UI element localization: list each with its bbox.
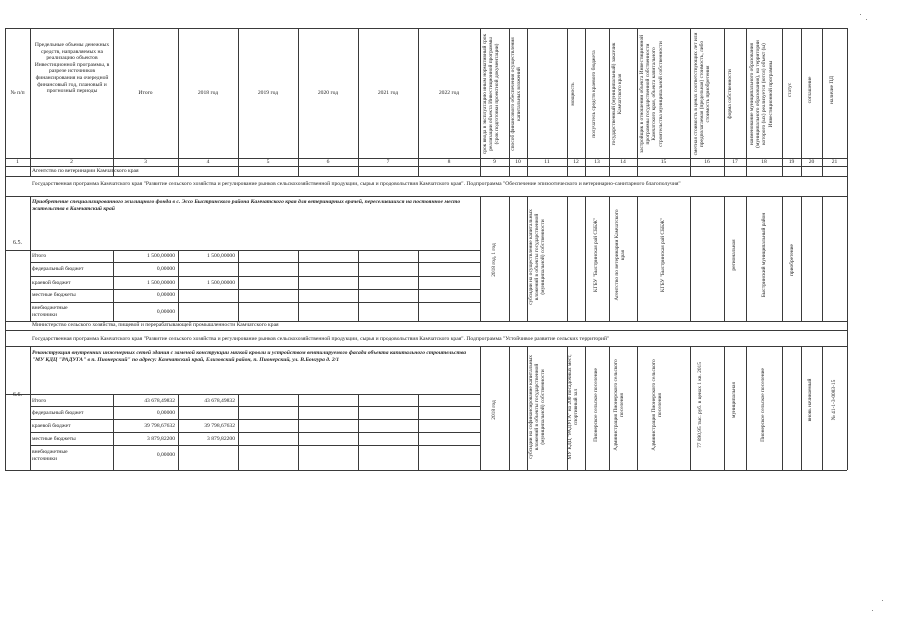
col-line-18 — [782, 28, 783, 176]
col-num-15: 15 — [660, 159, 667, 165]
col-line-13 — [609, 28, 610, 176]
col-num-9: 9 — [493, 159, 496, 165]
s2-capacity: МУ КДЦ "РАДУГА" на 200 посадочных мест, спортивный зал — [567, 354, 580, 460]
s2-developer: Администрация Пионерского сельского поселения — [651, 359, 664, 451]
s1-customer: Агентство по ветеринарии Камчатского края — [614, 209, 627, 301]
s1-col-20 — [822, 196, 823, 321]
s1-col-11 — [567, 196, 568, 321]
scan-speck — [866, 19, 867, 20]
col-num-20: 20 — [808, 159, 815, 165]
col-num-5: 5 — [266, 159, 270, 165]
s1-col-8 — [480, 196, 481, 321]
header-col-recipient: получатель средств краевого бюджета — [591, 50, 597, 138]
program1-line — [5, 196, 847, 197]
s1-col-19 — [801, 196, 802, 321]
header-col-customer: государственный (муниципальный) заказчик Камчатского края — [611, 42, 624, 146]
s2-total-3: 3 879,82200 — [147, 436, 175, 442]
header-col-method: способ финансового обеспечения осуществления капитальных вложений — [510, 37, 523, 151]
section1-row-no: 6.5. — [13, 240, 22, 246]
s2-total-4: 0,00000 — [156, 452, 175, 458]
s2-src-2: краевой бюджет — [32, 423, 71, 429]
s1-method: субсидии на осуществление капитальных вложений в объекты государственной (муниципальной) собственности — [528, 209, 547, 305]
header-year-2020: 2020 год — [317, 90, 339, 96]
s2-col-16 — [724, 346, 725, 470]
s2-ownership: муниципальная — [731, 382, 737, 418]
s1-municipality: Быстринский муниципальный район — [761, 212, 767, 298]
col-line-6 — [358, 28, 359, 176]
r2d — [30, 445, 480, 446]
r2a — [30, 406, 480, 407]
s2-term: 2018 год — [491, 400, 497, 420]
header-col-capacity: мощность — [570, 82, 576, 106]
s1-col-15 — [690, 196, 691, 321]
s2-col-3 — [178, 394, 179, 470]
col-line-8 — [480, 28, 481, 176]
col-num-6: 6 — [326, 159, 330, 165]
s2-col-7 — [418, 394, 419, 470]
col-num-3: 3 — [144, 159, 147, 165]
s2-src-3: местные бюджеты — [32, 436, 76, 442]
section1-agency: Агентство по ветеринарии Камчатского края — [32, 168, 139, 174]
s1-recipient: КГБУ "Быстринская рай СББЖ" — [593, 217, 599, 293]
col-num-21: 21 — [831, 159, 838, 165]
table-border-top — [5, 28, 847, 29]
s1-total-2: 1 500,00000 — [147, 280, 175, 286]
header-col-term: срок ввода в эксплуатацию иным нормативный срок реализации объекта Инвестиционной программы (срок подготовки проектной документации) — [482, 33, 501, 155]
s2-customer: Администрация Пионерского сельского поселения — [613, 359, 626, 451]
section1-program: Государственная программа Камчатского края "Развитие сельского хозяйства и регулирование рынков сельскохозяйственной продукции, сырья и продовольствия Камчатского края". Подпрограмма "Обеспечение эпизоотического и ветеринарно-санитарного благополучия" — [32, 181, 681, 187]
s2-y2018-0: 43 678,49832 — [204, 398, 235, 404]
col-num-11: 11 — [544, 159, 550, 165]
s2-col-6 — [358, 394, 359, 470]
header-year-2019: 2019 год — [257, 90, 279, 96]
s1-status: приобретение — [789, 244, 795, 276]
header-col-cost: сметная стоимость в ценах соответствующих лет или предполагаемая (предельная) стоимость, либо стоимость приобретения — [693, 32, 712, 156]
header-col-total: Итого — [138, 90, 153, 96]
s1-col-13 — [609, 196, 610, 321]
s2-y2018-2: 39 798,67632 — [204, 423, 235, 429]
s2-col-1 — [30, 346, 31, 470]
s2-col-14 — [637, 346, 638, 470]
col-num-17: 17 — [732, 159, 738, 165]
s2-col-4 — [238, 394, 239, 470]
s2-col-19 — [801, 346, 802, 470]
s2-total-2: 39 798,67632 — [144, 423, 175, 429]
s1-ownership: региональная — [731, 239, 737, 271]
s2-municipality: Пионерское сельское поселение — [760, 368, 766, 442]
header-year-2021: 2021 год — [377, 90, 399, 96]
s1-developer: КГБУ "Быстринская рай СББЖ" — [660, 217, 666, 293]
col-num-13: 13 — [594, 159, 600, 165]
col-num-19: 19 — [788, 159, 795, 165]
r2b — [30, 419, 480, 420]
s2-recipient: Пионерское сельское поселение — [593, 368, 599, 442]
col-line-2 — [113, 28, 114, 176]
col-num-1: 1 — [16, 159, 19, 165]
col-num-2: 2 — [70, 159, 73, 165]
section2-row-no: 6.6. — [13, 392, 22, 398]
r1d — [30, 302, 480, 303]
s1-col-18 — [782, 196, 783, 321]
header-col-limits: Предельные объемы денежных средств, направляемых на реализацию объектов Инвестиционной программы, в разрезе источников финансирования на очередной финансовый год, плановый и прогнозный периоды — [34, 42, 110, 95]
header-col-municipality: наименование муниципального образования (муниципального образования), на территории которого (ых) реализуется (ются) объект (ы) Инвестиционной программы — [749, 40, 774, 148]
s2-y2018-3: 3 879,82200 — [207, 436, 235, 442]
numbers-row-line — [5, 166, 847, 167]
s2-col-8 — [480, 346, 481, 470]
s2-col-17 — [746, 346, 747, 470]
col-line-20 — [822, 28, 823, 176]
col-num-4: 4 — [206, 159, 210, 165]
table-border-bottom — [5, 470, 847, 471]
col-line-15 — [690, 28, 691, 176]
s1-total-3: 0,00000 — [156, 292, 175, 298]
header-col-developer: застройщик в отношении объекта Инвестиционной программы государственной собственности Камчатского края, объекта капитального строительства муниципальной собственности — [639, 34, 664, 154]
col-num-10: 10 — [515, 159, 521, 165]
s2-col-9 — [509, 346, 510, 470]
agency2-line — [5, 330, 847, 331]
s1-total-1: 0,00000 — [156, 266, 175, 272]
header-col-status: статус — [787, 82, 793, 98]
section2-program: Государственная программа Камчатского края "Развитие сельского хозяйства и регулирование рынков сельскохозяйственной продукции, сырья и продовольствия Камчатского края". Подпрограмма "Устойчивое развитие сельских территорий" — [32, 336, 610, 342]
s2-total-0: 43 678,49832 — [144, 398, 175, 404]
s1-col-6 — [358, 250, 359, 321]
s1-col-16 — [724, 196, 725, 321]
s2-col-12 — [585, 346, 586, 470]
obj2-line — [5, 394, 480, 395]
s1-col-1 — [30, 196, 31, 321]
col-line-14 — [637, 28, 638, 176]
header-year-2022: 2022 год — [438, 90, 460, 96]
section2-object: Реконструкция внутренних инженерных сетей здания с заменой конструкции мягкой кровли и устройством вентилируемого фасада объекта капитального строительства "МУ КДЦ "РАДУГА" в п. Пионерский" по адресу: Камчатский край, Елизовский район, п. Пионерский, ул. В.Бонгура д. 2/1 — [32, 350, 467, 363]
scan-speck — [872, 610, 873, 611]
s2-total-1: 0,00000 — [156, 410, 175, 416]
s1-y2018-0: 1 500,00000 — [207, 253, 235, 259]
s1-col-14 — [637, 196, 638, 321]
col-num-12: 12 — [573, 159, 579, 165]
s2-col-20 — [822, 346, 823, 470]
col-line-16 — [724, 28, 725, 176]
section2-agency: Министерство сельского хозяйства, пищевой и перерабатывающей промышленности Камчатского края — [32, 322, 279, 328]
s1-col-12 — [585, 196, 586, 321]
col-num-7: 7 — [386, 159, 390, 165]
section1-object: Приобретение специализированного жилищного фонда в с. Эссо Быстринского района Камчатского края для ветеринарных врачей, переселившихся на постоянное место жительства в Камчатский край — [32, 199, 461, 212]
col-line-12 — [585, 28, 586, 176]
scan-speck — [860, 14, 861, 15]
r2c — [30, 432, 480, 433]
col-line-5 — [298, 28, 299, 176]
s1-col-5 — [298, 250, 299, 321]
s1-src-0: Итого — [32, 253, 47, 259]
s2-agreement: вновь начинаемый — [807, 378, 813, 422]
s1-col-7 — [418, 250, 419, 321]
col-line-17 — [746, 28, 747, 176]
s1-term: 2018 год, 1 год — [491, 243, 497, 277]
col-line-1 — [30, 28, 31, 176]
r1c — [30, 289, 480, 290]
col-line-7 — [418, 28, 419, 176]
r1a — [30, 262, 480, 263]
s2-col-15 — [690, 346, 691, 470]
col-line-3 — [178, 28, 179, 176]
s1-src-2: краевой бюджет — [32, 280, 71, 286]
scan-speck — [882, 600, 883, 601]
header-col-pd: наличие ПД — [829, 76, 835, 104]
s1-col-4 — [238, 250, 239, 321]
s2-src-0: Итого — [32, 398, 47, 404]
col-line-4 — [238, 28, 239, 176]
col-line-19 — [801, 28, 802, 176]
s2-col-2 — [113, 394, 114, 470]
header-year-2018: 2018 год — [197, 90, 219, 96]
header-col-agreement: соглашение — [807, 76, 813, 104]
header-col-ownership: форма собственности — [727, 69, 733, 119]
s1-col-17 — [746, 196, 747, 321]
s2-col-13 — [609, 346, 610, 470]
s2-method: субсидии на софинансирование капитальных вложений в объекты государственной (муниципальной) собственности — [528, 355, 547, 459]
col-line-10 — [527, 28, 528, 176]
s1-col-9 — [509, 196, 510, 321]
header-col-no: № п/п — [10, 90, 25, 96]
s1-total-4: 0,00000 — [156, 309, 175, 315]
col-num-16: 16 — [704, 159, 710, 165]
s1-src-3: местные бюджеты — [32, 292, 76, 298]
s1-y2018-2: 1 500,00000 — [207, 280, 235, 286]
s2-pd: № 41-1-3-0083-15 — [831, 379, 837, 421]
col-num-18: 18 — [761, 159, 767, 165]
s1-src-4: внебюджетные источники — [32, 305, 68, 318]
s2-src-4: внебюджетные источники — [32, 449, 68, 462]
s2-src-1: федеральный бюджет — [32, 410, 84, 416]
s2-col-5 — [298, 394, 299, 470]
s2-cost: 77 890,95 тыс. руб. в ценах 1 кв. 2015 — [697, 362, 703, 448]
col-line-11 — [567, 28, 568, 176]
col-num-14: 14 — [620, 159, 626, 165]
col-num-8: 8 — [447, 159, 451, 165]
s1-src-1: федеральный бюджет — [32, 266, 84, 272]
program2-line — [5, 346, 847, 347]
r1b — [30, 276, 480, 277]
s2-col-18 — [782, 346, 783, 470]
agency1-line — [5, 176, 847, 177]
obj1-line — [5, 250, 480, 251]
table-border-right — [847, 28, 848, 470]
s1-total-0: 1 500,00000 — [147, 253, 175, 259]
